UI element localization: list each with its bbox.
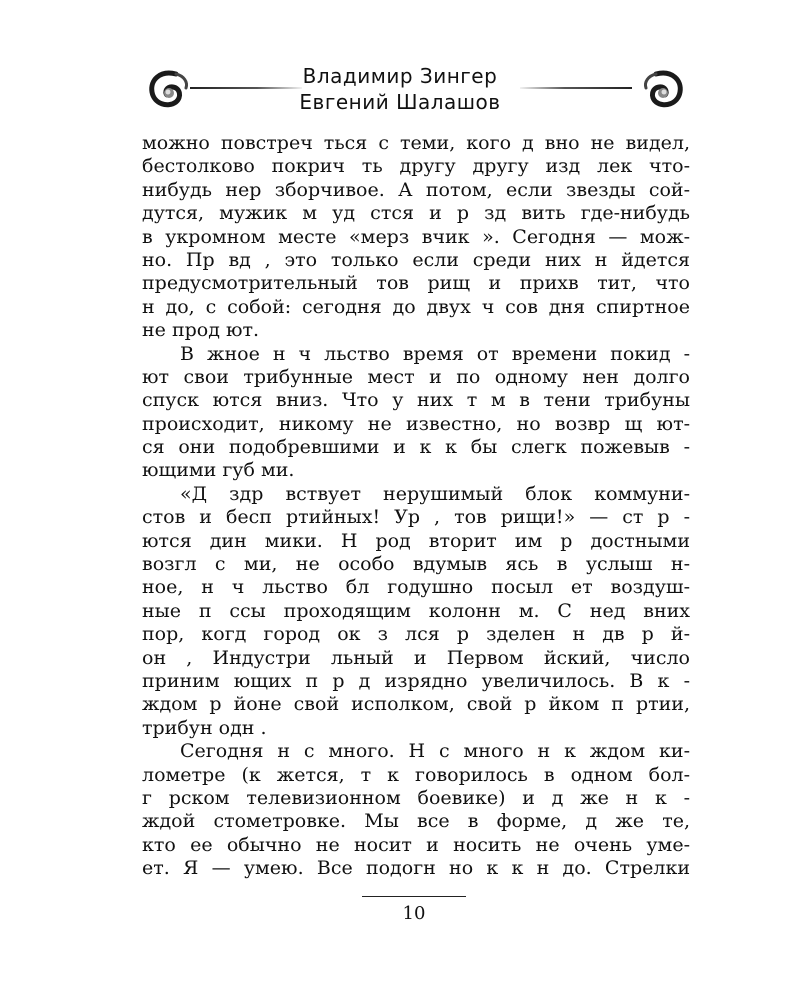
- text-line: ное, н ч льство бл годушно посыл ет воздуш-: [142, 576, 690, 599]
- text-line: дутся, мужик м уд стся и р зд вить где-нибудь: [142, 202, 690, 225]
- text-line: лометре (к жется, т к говорилось в одном бол-: [142, 763, 690, 786]
- footer-rule: [362, 896, 466, 897]
- text-line: В жное н ч льство время от времени покид -: [180, 342, 690, 365]
- text-line: ются дин мики. Н род вторит им р достными: [142, 529, 690, 552]
- text-line: ся они подобревшими и к к бы слегк пожевыв -: [142, 436, 690, 459]
- page-number: 10: [402, 903, 426, 924]
- text-line: приним ющих п р д изрядно увеличилось. В к -: [142, 669, 690, 692]
- author-name: Евгений Шалашов: [299, 90, 501, 114]
- text-line: ет. Я — умею. Все подогн но к к н до. Стрелки: [142, 857, 690, 880]
- text-line: ждой стометровке. Мы все в форме, д же те,: [142, 810, 690, 833]
- text-line: ждом р йоне свой исполком, свой р йком п ртии,: [142, 693, 690, 716]
- text-line: стов и бесп ртийных! Ур , тов рищи!» — ст р -: [142, 506, 690, 529]
- text-line: трибун одн .: [142, 716, 267, 739]
- text-line: н до, с собой: сегодня до двух ч сов дня спиртное: [142, 295, 690, 318]
- text-line: г рском телевизионном боевике) и д же н к -: [142, 786, 690, 809]
- text-line: не прод ют.: [142, 319, 260, 342]
- text-line: возгл с ми, не особо вдумыв ясь в услыш н-: [142, 553, 690, 576]
- book-authors: [250, 63, 550, 115]
- text-line: но. Пр вд , это только если среди них н йдется: [142, 248, 690, 271]
- text-line: ные п ссы проходящим колонн м. С нед вних: [142, 599, 690, 622]
- text-line: происходит, никому не известно, но возвр щ ют-: [142, 412, 690, 435]
- text-line: пор, когд город ок з лся р зделен н дв р й-: [142, 623, 690, 646]
- header-rule-right: [520, 87, 632, 89]
- text-line: в укромном месте «мерз вчик ». Сегодня — мож-: [142, 225, 690, 248]
- author-name: Владимир Зингер: [302, 64, 498, 88]
- running-header: [0, 60, 800, 120]
- text-line: Сегодня н с много. Н с много н к ждом ки-: [180, 740, 690, 763]
- body-text: [142, 132, 690, 881]
- text-line: ющими губ ми.: [142, 459, 295, 482]
- swirl-ornament-icon: [640, 68, 686, 112]
- swirl-ornament-icon: [146, 68, 192, 112]
- text-line: предусмотрительный тов рищ и прихв тит, что: [142, 272, 690, 295]
- text-line: кто ее обычно не носит и носить не очень уме-: [142, 833, 690, 856]
- text-line: нибудь нер зборчивое. А потом, если звезды сой-: [142, 178, 690, 201]
- text-line: «Д здр вствует нерушимый блок коммуни-: [180, 482, 690, 505]
- text-line: спуск ются вниз. Что у них т м в тени трибуны: [142, 389, 690, 412]
- text-line: можно повстреч ться с теми, кого д вно не видел,: [142, 132, 690, 154]
- text-line: он , Индустри льный и Первом йский, число: [142, 646, 690, 669]
- text-line: бестолково покрич ть другу другу изд лек что-: [142, 155, 690, 178]
- text-line: ют свои трибунные мест и по одному нен долго: [142, 365, 690, 388]
